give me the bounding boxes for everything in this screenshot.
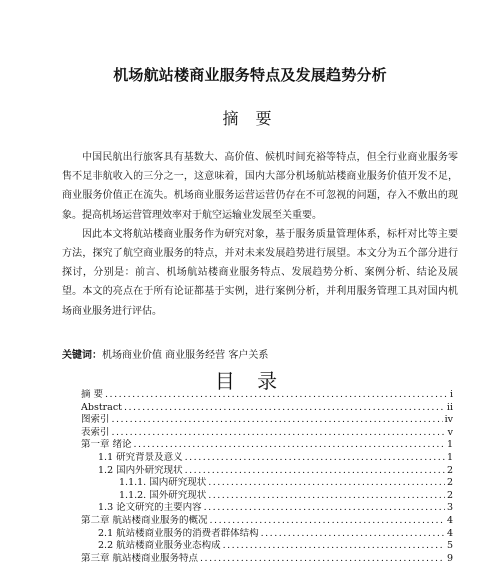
toc-entry-title: 1.3 论文研究的主要内容 bbox=[98, 502, 202, 514]
toc-entry[interactable] bbox=[81, 465, 453, 478]
toc-entry-title: 第一章 绪论 bbox=[81, 439, 132, 451]
abstract-body bbox=[62, 148, 458, 321]
toc-entry-page: 5 bbox=[446, 540, 453, 552]
toc-entry[interactable] bbox=[81, 515, 453, 528]
toc-entry[interactable] bbox=[81, 540, 453, 553]
toc-entry[interactable] bbox=[81, 490, 453, 503]
toc-entry-title: 2.2 航站楼商业服务业态构成 bbox=[98, 540, 221, 552]
toc-entry[interactable] bbox=[81, 427, 453, 440]
toc-entry-page: ii bbox=[446, 401, 453, 413]
toc-entry[interactable] bbox=[81, 402, 453, 415]
toc-entry-title: 摘 要 bbox=[81, 389, 104, 400]
table-of-contents bbox=[81, 389, 453, 565]
toc-leader-dots bbox=[200, 553, 445, 565]
toc-entry-title: Abstract bbox=[81, 401, 122, 413]
document-title: 机场航站楼商业服务特点及发展趋势分析 bbox=[113, 66, 387, 84]
toc-heading: 目 录 bbox=[214, 369, 286, 393]
keywords-line bbox=[62, 346, 268, 361]
toc-leader-dots bbox=[261, 528, 445, 541]
toc-entry-page: 4 bbox=[446, 527, 453, 539]
toc-entry-page: 4 bbox=[446, 514, 453, 526]
toc-entry-page: iv bbox=[444, 414, 453, 426]
toc-leader-dots bbox=[185, 452, 445, 465]
toc-entry-title: 第三章 航站楼商业服务特点 bbox=[81, 552, 199, 564]
toc-leader-dots bbox=[124, 402, 445, 415]
toc-entry[interactable] bbox=[81, 477, 453, 490]
keywords-label: 关键词： bbox=[62, 350, 102, 361]
toc-entry[interactable] bbox=[81, 389, 453, 402]
abstract-paragraph: 因此本文将航站楼商业服务作为研究对象，基于服务质量管理体系，标杆对比等主要方法，探究了航空商业服务的特点，并对未来发展趋势进行展望。本文分为五个部分进行探讨，分别是：前言、机场航站楼商业服务特点、发展趋势分析、案例分析、结论及展望。本文的亮点在于所有论证都基于实例，进行案例分析，并利用服务管理工具对国内机场商业服务进行评估。 bbox=[62, 228, 458, 317]
toc-entry-page: 9 bbox=[446, 552, 453, 564]
toc-leader-dots bbox=[185, 465, 445, 478]
toc-entry[interactable] bbox=[81, 553, 453, 565]
toc-entry-page: v bbox=[447, 426, 453, 438]
abstract-heading: 摘 要 bbox=[222, 109, 278, 128]
abstract-paragraph: 中国民航出行旅客具有基数大、高价值、候机时间充裕等特点，但全行业商业服务零售不足非航收入的三分之一，这意味着，国内大部分机场航站楼商业服务价值开发不足，商业服务价值正在流失。机场商业服务运营运营仍存在不可忽视的问题，存入不敷出的现象。提高机场运营管理效率对于航空运输业发展至关重要。 bbox=[62, 152, 458, 221]
keywords-text: 机场商业价值 商业服务经营 客户关系 bbox=[102, 350, 269, 361]
toc-entry[interactable] bbox=[81, 528, 453, 541]
toc-entry-page: 1 bbox=[446, 439, 453, 451]
toc-leader-dots bbox=[204, 502, 445, 515]
toc-leader-dots bbox=[223, 540, 445, 553]
toc-entry-title: 2.1 航站楼商业服务的消费者群体结构 bbox=[98, 527, 259, 539]
toc-entry-title: 1.2 国内外研究现状 bbox=[98, 464, 183, 476]
toc-entry[interactable] bbox=[81, 439, 453, 452]
toc-entry-title: 1.1.1. 国内研究现状 bbox=[119, 477, 207, 489]
toc-entry[interactable] bbox=[81, 414, 453, 427]
toc-leader-dots bbox=[208, 477, 445, 490]
toc-entry[interactable] bbox=[81, 502, 453, 515]
toc-entry-title: 第二章 航站楼商业服务的概况 bbox=[81, 514, 208, 526]
toc-entry-title: 表索引 bbox=[81, 426, 110, 438]
toc-entry-title: 图索引 bbox=[81, 414, 110, 426]
toc-entry-page: 1 bbox=[446, 451, 453, 463]
toc-leader-dots bbox=[210, 515, 445, 528]
toc-entry-title: 1.1 研究背景及意义 bbox=[98, 451, 183, 463]
toc-leader-dots bbox=[105, 389, 448, 402]
toc-leader-dots bbox=[112, 414, 443, 427]
toc-leader-dots bbox=[134, 439, 445, 452]
toc-entry-page: 2 bbox=[446, 464, 453, 476]
toc-leader-dots bbox=[112, 427, 446, 440]
toc-entry-page: 2 bbox=[446, 489, 453, 501]
toc-entry[interactable] bbox=[81, 452, 453, 465]
toc-entry-title: 1.1.2. 国外研究现状 bbox=[119, 489, 207, 501]
toc-leader-dots bbox=[208, 490, 445, 503]
toc-entry-page: 3 bbox=[446, 502, 453, 514]
toc-entry-page: 2 bbox=[446, 477, 453, 489]
toc-entry-page: i bbox=[449, 389, 453, 400]
